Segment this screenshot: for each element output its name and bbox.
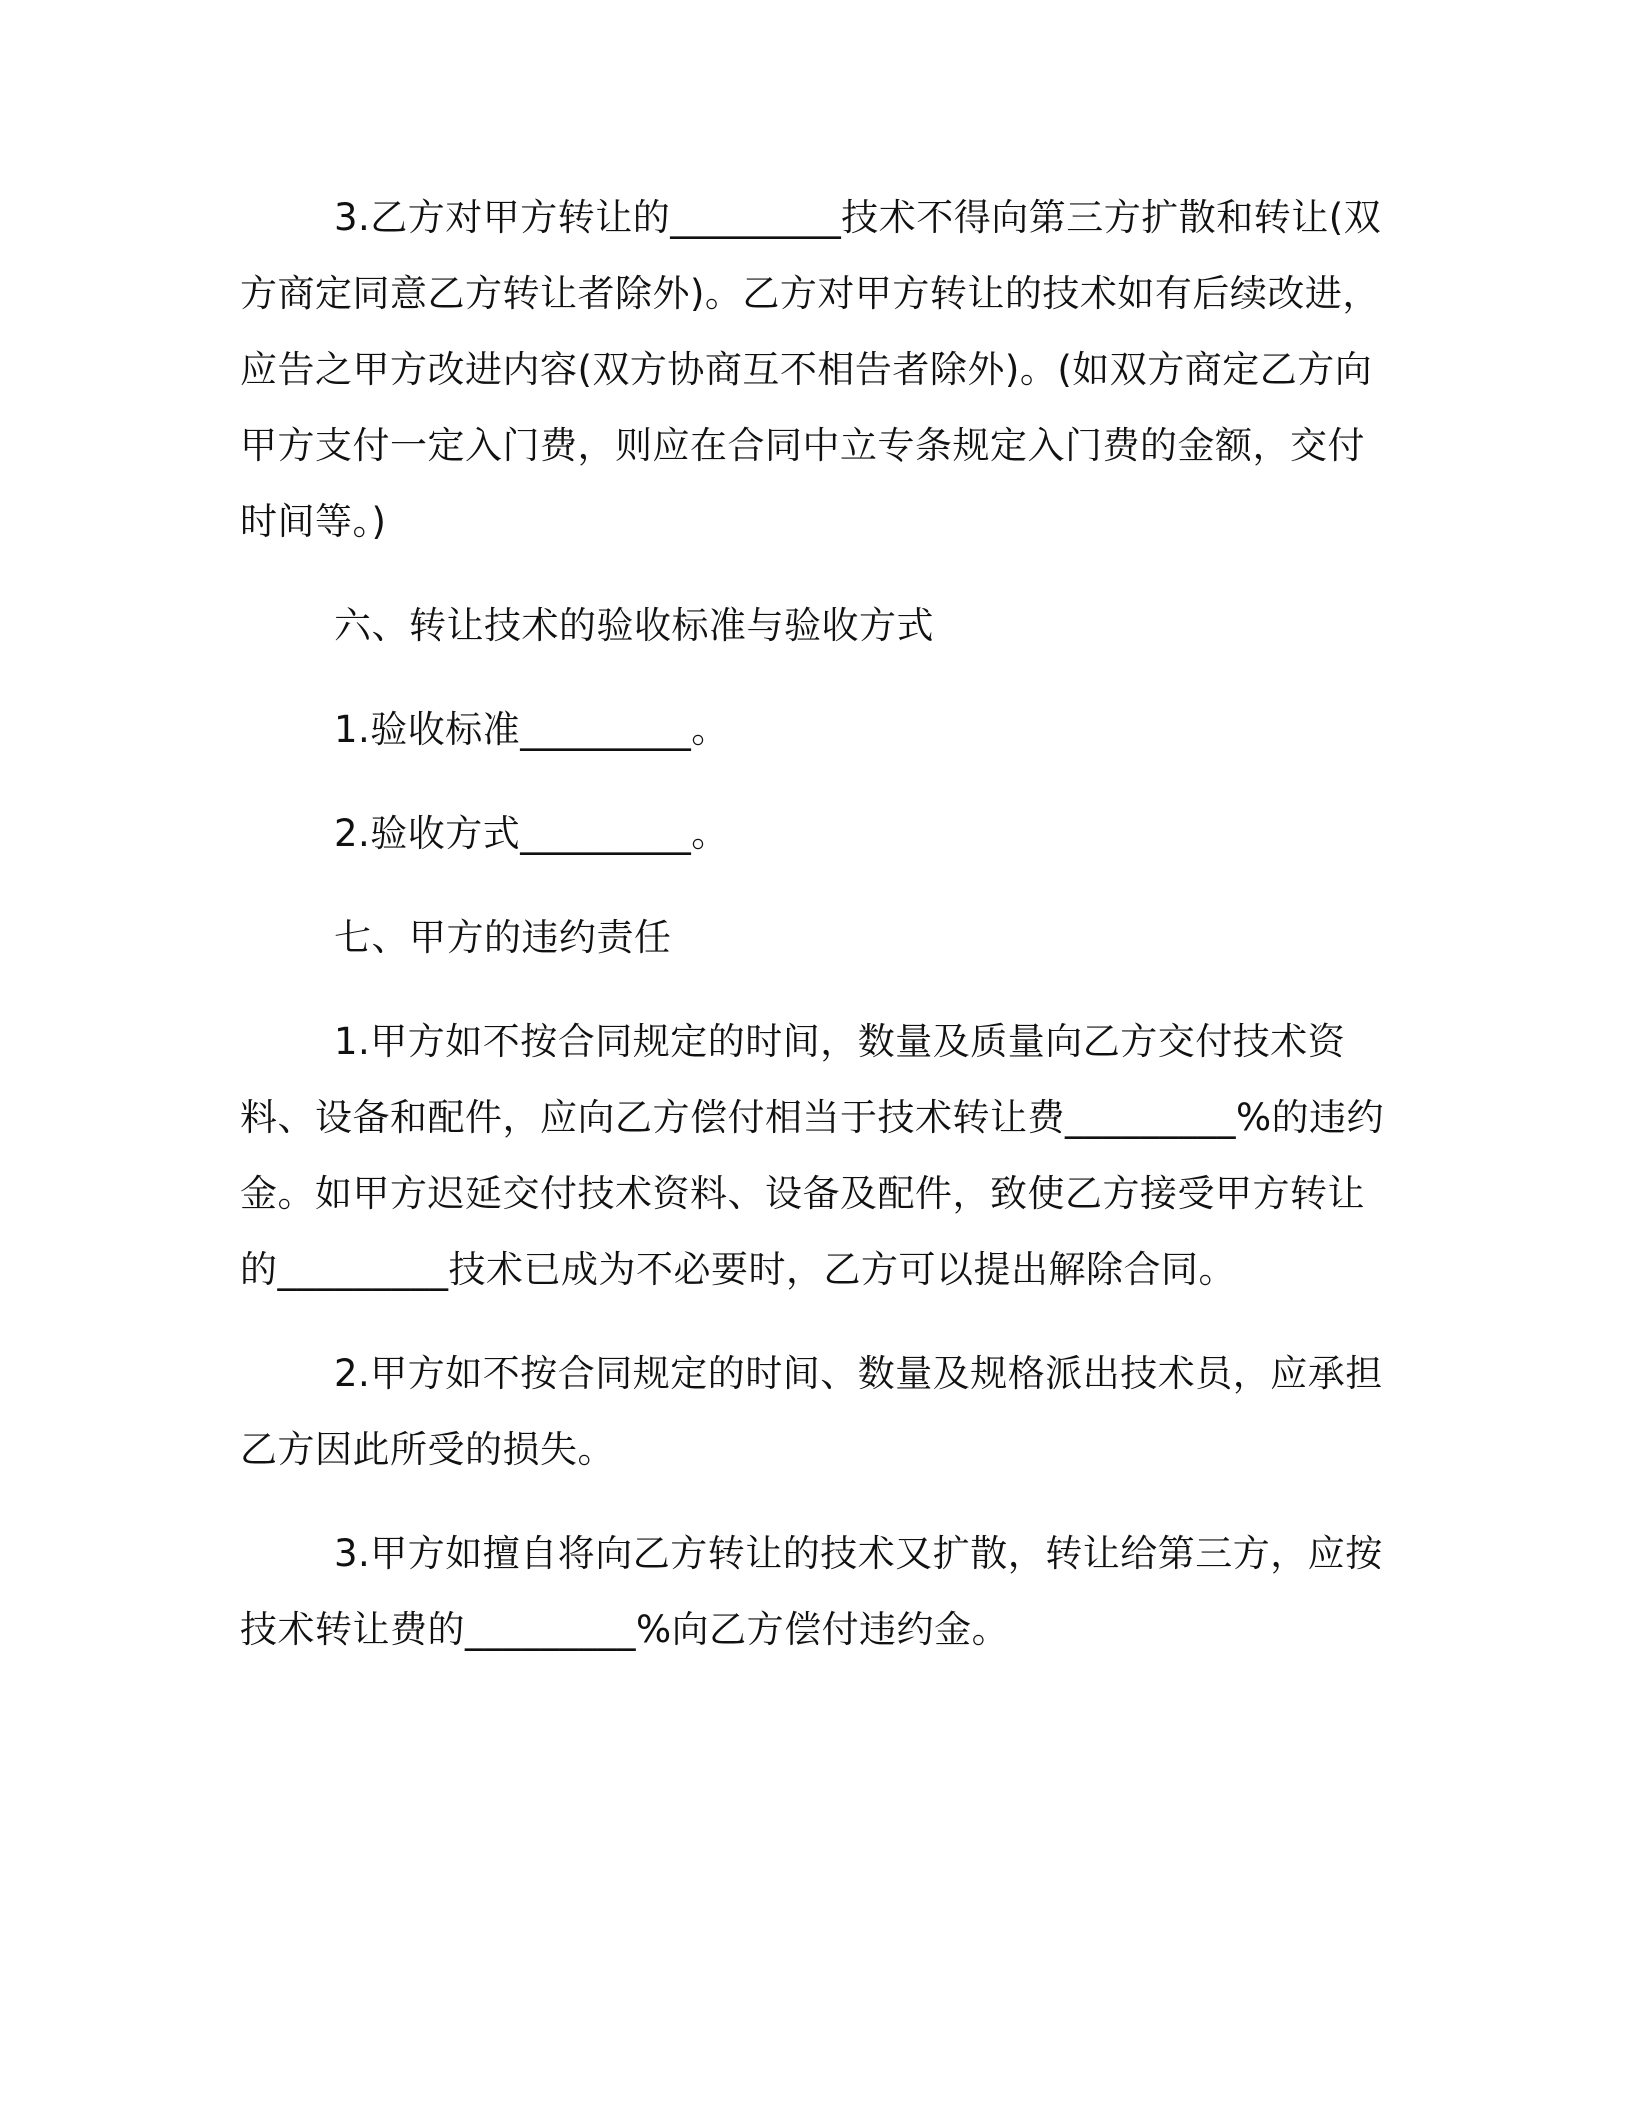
- clause-5-3-paragraph: 3.乙方对甲方转让的_________技术不得向第三方扩散和转让(双方商定同意乙方转让者除外)。乙方对甲方转让的技术如有后续改进，应告之甲方改进内容(双方协商互不相告者除外)。(如双方商定乙方向甲方支付一定入门费，则应在合同中立专条规定入门费的金额，交付时间等。): [240, 196, 1382, 543]
- document-body: [240, 180, 1400, 1668]
- acceptance-standard-paragraph: 1.验收标准_________。: [334, 708, 729, 751]
- acceptance-method-paragraph: 2.验收方式_________。: [334, 812, 729, 855]
- clause-7-3-paragraph: 3.甲方如擅自将向乙方转让的技术又扩散，转让给第三方，应按技术转让费的_________%向乙方偿付违约金。: [240, 1532, 1383, 1651]
- clause-7-1-paragraph: 1.甲方如不按合同规定的时间，数量及质量向乙方交付技术资料、设备和配件，应向乙方偿付相当于技术转让费_________%的违约金。如甲方迟延交付技术资料、设备及配件，致使乙方接受甲方转让的_________技术已成为不必要时，乙方可以提出解除合同。: [240, 1020, 1385, 1291]
- section-7-heading: 七、甲方的违约责任: [334, 916, 672, 959]
- section-6-heading: 六、转让技术的验收标准与验收方式: [334, 604, 934, 647]
- clause-7-2-paragraph: 2.甲方如不按合同规定的时间、数量及规格派出技术员，应承担乙方因此所受的损失。: [240, 1352, 1383, 1471]
